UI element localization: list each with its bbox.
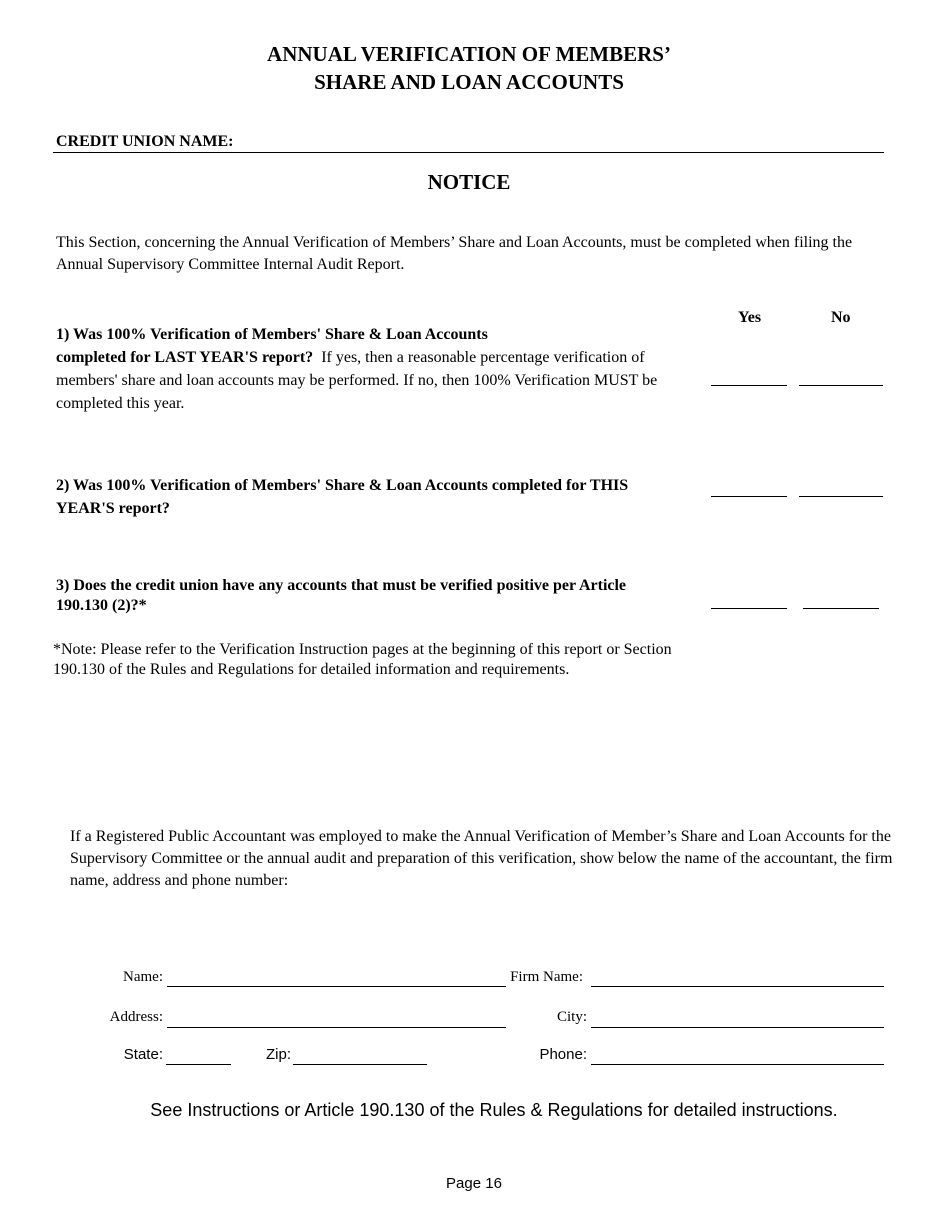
question-3-yes-field[interactable]	[711, 608, 787, 609]
title-line-2: SHARE AND LOAN ACCOUNTS	[314, 70, 624, 94]
no-column-header: No	[831, 309, 851, 326]
form-title	[0, 40, 938, 96]
question-3-no-field[interactable]	[803, 608, 879, 609]
state-label: State:	[123, 1046, 163, 1063]
question-2	[56, 474, 656, 520]
phone-field[interactable]	[591, 1064, 884, 1065]
address-field[interactable]	[167, 1027, 506, 1028]
zip-label: Zip:	[265, 1046, 291, 1063]
question-1-text: If yes, then a reasonable percentage verification of members' share and loan accounts may be performed. If no, then 100% Verification MUST be completed this year.	[56, 349, 658, 412]
question-3	[56, 576, 646, 616]
name-field[interactable]	[167, 986, 506, 987]
name-label: Name:	[123, 969, 163, 985]
address-label: Address:	[109, 1009, 163, 1025]
question-2-yes-field[interactable]	[711, 496, 787, 497]
phone-label: Phone:	[539, 1046, 587, 1063]
state-field[interactable]	[166, 1064, 231, 1065]
city-field[interactable]	[591, 1027, 884, 1028]
accountant-intro: If a Registered Public Accountant was employed to make the Annual Verification of Member’s Share and Loan Accounts for the Supervisory Committee or the annual audit and preparation of this verification, show below the name of the accountant, the firm name, address and phone number:	[70, 828, 893, 889]
credit-union-name-label: CREDIT UNION NAME:	[56, 133, 234, 150]
verification-note: *Note: Please refer to the Verification Instruction pages at the beginning of this report or Section 190.130 of the Rules and Regulations for detailed information and requirements.	[53, 641, 672, 678]
question-1-bold-line-1: 1) Was 100% Verification of Members' Share & Loan Accounts	[56, 326, 488, 343]
title-line-1: ANNUAL VERIFICATION OF MEMBERS’	[267, 42, 671, 66]
page-number: Page 16	[446, 1175, 502, 1192]
question-1-yes-field[interactable]	[711, 385, 787, 386]
question-1	[56, 323, 666, 415]
question-1-bold-line-2: completed for LAST YEAR'S report?	[56, 349, 314, 366]
question-2-no-field[interactable]	[799, 496, 883, 497]
credit-union-name-field[interactable]	[53, 152, 884, 153]
notice-intro: This Section, concerning the Annual Verification of Members’ Share and Loan Accounts, must be completed when filing the Annual Supervisory Committee Internal Audit Report.	[56, 234, 853, 273]
yes-column-header: Yes	[738, 309, 762, 326]
firm-name-label: Firm Name:	[510, 969, 583, 985]
zip-field[interactable]	[293, 1064, 427, 1065]
notice-heading: NOTICE	[427, 170, 511, 194]
firm-name-field[interactable]	[591, 986, 884, 987]
question-2-text: 2) Was 100% Verification of Members' Share & Loan Accounts completed for THIS YEAR'S report?	[56, 477, 629, 517]
question-1-no-field[interactable]	[799, 385, 883, 386]
instructions-footer: See Instructions or Article 190.130 of the Rules & Regulations for detailed instructions.	[150, 1100, 838, 1120]
question-3-text: 3) Does the credit union have any accounts that must be verified positive per Article 190.130 (2)?*	[56, 577, 627, 614]
city-label: City:	[556, 1009, 587, 1025]
